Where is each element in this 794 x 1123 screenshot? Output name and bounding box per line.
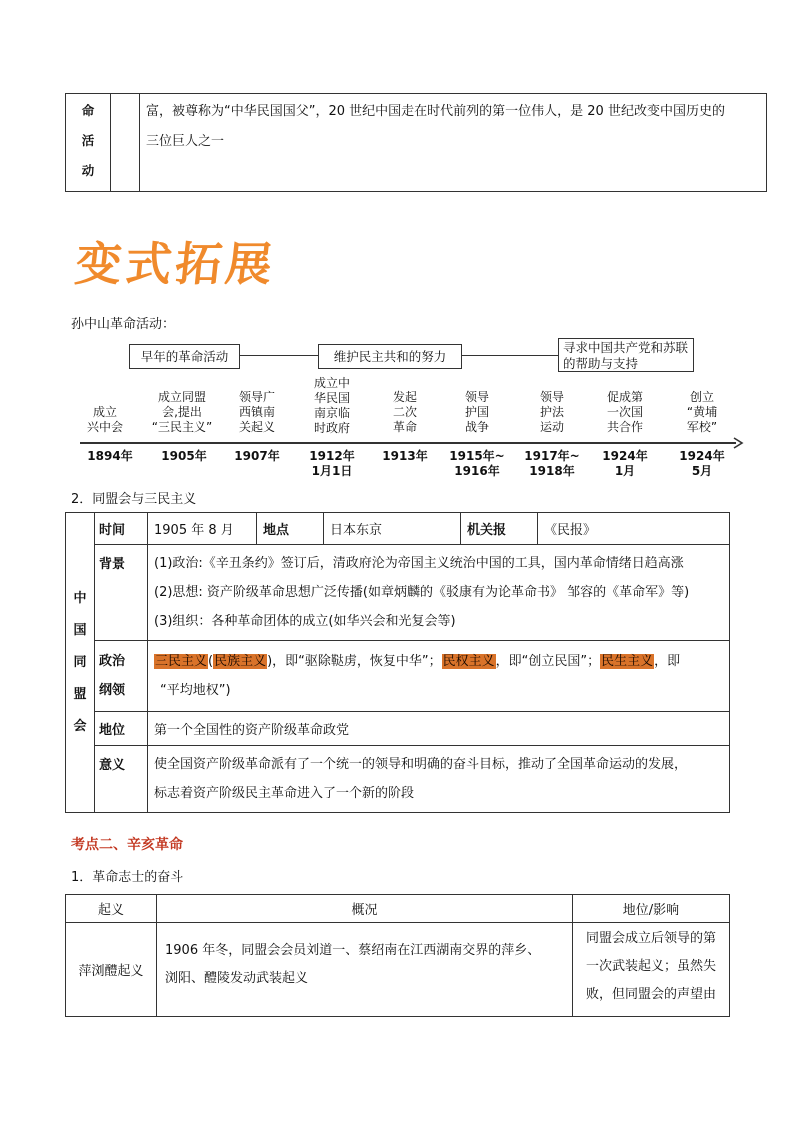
activity-text-line: 富，被尊称为“中华民国国父”，20 世纪中国走在时代前列的第一位伟人，是 20 世纪改变中国历史的 xyxy=(146,104,725,119)
meaning-label: 意义 xyxy=(95,746,148,813)
program-label xyxy=(95,641,148,712)
org-char: 盟 xyxy=(73,686,87,702)
stage-cpc-soviet: 寻求中国共产党和苏联的帮助与支持 xyxy=(558,338,694,372)
program-line xyxy=(154,647,723,676)
timeline-event: 成立同盟 会,提出 “三民主义” xyxy=(151,390,213,434)
stage-early: 早年的革命活动 xyxy=(129,344,240,369)
uprising-table xyxy=(65,894,730,1017)
time-label: 时间 xyxy=(95,513,148,545)
impact-line: 一次武装起义；虽然失 xyxy=(585,959,716,974)
header-overview: 概况 xyxy=(157,895,573,923)
time-value: 1905 年 8 月 xyxy=(148,513,257,545)
overview-line: 1906 年冬，同盟会会员刘道一、蔡绍南在江西湖南交界的萍乡、 xyxy=(165,943,541,958)
org-name-cell xyxy=(66,513,95,813)
org-char: 会 xyxy=(73,718,87,734)
paper-value: 《民报》 xyxy=(538,513,730,545)
org-char: 中 xyxy=(73,590,87,606)
stage-connector xyxy=(238,355,318,356)
uprising-overview xyxy=(157,923,573,1017)
stage-connector xyxy=(460,355,558,356)
timeline-year: 1917年~ 1918年 xyxy=(524,449,580,478)
place-label: 地点 xyxy=(257,513,324,545)
meaning-cell xyxy=(148,746,730,813)
timeline-year: 1915年~ 1916年 xyxy=(449,449,505,478)
background-line: (3)组织：各种革命团体的成立(如华兴会和光复会等) xyxy=(154,614,456,629)
timeline-event: 领导 护法 运动 xyxy=(539,390,564,434)
background-line: (2)思想: 资产阶级革命思想广泛传播(如章炳麟的《驳康有为论革命书》 邹容的《革命军》等) xyxy=(154,585,690,600)
democracy-highlight: 民权主义 xyxy=(442,654,495,669)
activity-text-line: 三位巨人之一 xyxy=(146,134,225,149)
timeline-year: 1924年 1月 xyxy=(602,449,648,478)
program-text: ，即“创立民国”； xyxy=(495,654,601,669)
timeline-event: 成立 兴中会 xyxy=(86,405,123,434)
revolution-activity-table xyxy=(65,93,767,192)
section-subtitle: 1．革命志士的奋斗 xyxy=(71,870,184,885)
timeline-year: 1894年 xyxy=(87,449,133,463)
timeline-intro: 孙中山革命活动： xyxy=(71,317,176,332)
uprising-name: 萍浏醴起义 xyxy=(66,923,157,1017)
program-text: )，即“驱除鞑虏，恢复中华”； xyxy=(267,654,442,669)
alliance-heading: 2．同盟会与三民主义 xyxy=(71,492,197,507)
program-line: “平均地权”) xyxy=(160,683,231,698)
uprising-impact xyxy=(573,923,730,1017)
timeline-event: 领导 护国 战争 xyxy=(464,390,489,434)
background-cell xyxy=(148,545,730,641)
timeline-year: 1907年 xyxy=(234,449,280,463)
timeline-year: 1913年 xyxy=(382,449,428,463)
nationalism-highlight: 民族主义 xyxy=(214,654,267,669)
org-char: 国 xyxy=(73,622,87,638)
background-line: (1)政治:《辛丑条约》签订后，清政府沦为帝国主义统治中国的工具，国内革命情绪日趋高涨 xyxy=(154,556,684,571)
timeline-event: 发起 二次 革命 xyxy=(392,390,417,434)
overview-line: 浏阳、醴陵发动武装起义 xyxy=(165,971,309,986)
livelihood-highlight: 民生主义 xyxy=(601,654,654,669)
timeline-event: 领导广 西镇南 关起义 xyxy=(238,390,275,434)
activity-text-cell xyxy=(140,94,767,192)
timeline-event: 成立中 华民国 南京临 时政府 xyxy=(313,376,350,435)
header-uprising: 起义 xyxy=(66,895,157,923)
label-char: 动 xyxy=(81,163,95,178)
empty-cell xyxy=(111,94,140,192)
impact-line: 败，但同盟会的声望由 xyxy=(585,987,716,1002)
section-title: 考点二、辛亥革命 xyxy=(71,837,183,853)
impact-line: 同盟会成立后领导的第 xyxy=(585,931,716,946)
meaning-line: 标志着资产阶级民主革命进入了一个新的阶段 xyxy=(154,786,415,801)
label-char: 活 xyxy=(81,133,95,148)
timeline-event: 创立 “黄埔 军校” xyxy=(686,390,718,434)
header-impact: 地位/影响 xyxy=(573,895,730,923)
program-cell xyxy=(148,641,730,712)
timeline-year: 1905年 xyxy=(161,449,207,463)
row-label xyxy=(66,94,111,192)
org-char: 同 xyxy=(73,654,87,670)
timeline-event: 促成第 一次国 共合作 xyxy=(606,390,643,434)
place-value: 日本东京 xyxy=(324,513,461,545)
alliance-table xyxy=(65,512,730,813)
paper-label: 机关报 xyxy=(461,513,538,545)
program-label-line: 纲领 xyxy=(99,683,126,698)
program-text: ，即 xyxy=(654,654,681,669)
stage-republic: 维护民主共和的努力 xyxy=(318,344,462,369)
timeline-year: 1924年 5月 xyxy=(679,449,725,478)
variant-extension-heading: 变式拓展 xyxy=(72,237,279,291)
timeline-year: 1912年 1月1日 xyxy=(309,449,355,478)
program-label-line: 政治 xyxy=(99,654,126,669)
label-char: 命 xyxy=(81,103,95,118)
three-principles-highlight: 三民主义 xyxy=(155,654,208,669)
program-text: ( xyxy=(208,654,214,669)
meaning-line: 使全国资产阶级革命派有了一个统一的领导和明确的奋斗目标，推动了全国革命运动的发展， xyxy=(154,757,688,772)
background-label: 背景 xyxy=(95,545,148,641)
arrow-right-icon xyxy=(732,436,746,450)
timeline-axis xyxy=(80,442,736,444)
status-value: 第一个全国性的资产阶级革命政党 xyxy=(148,712,730,746)
status-label: 地位 xyxy=(95,712,148,746)
